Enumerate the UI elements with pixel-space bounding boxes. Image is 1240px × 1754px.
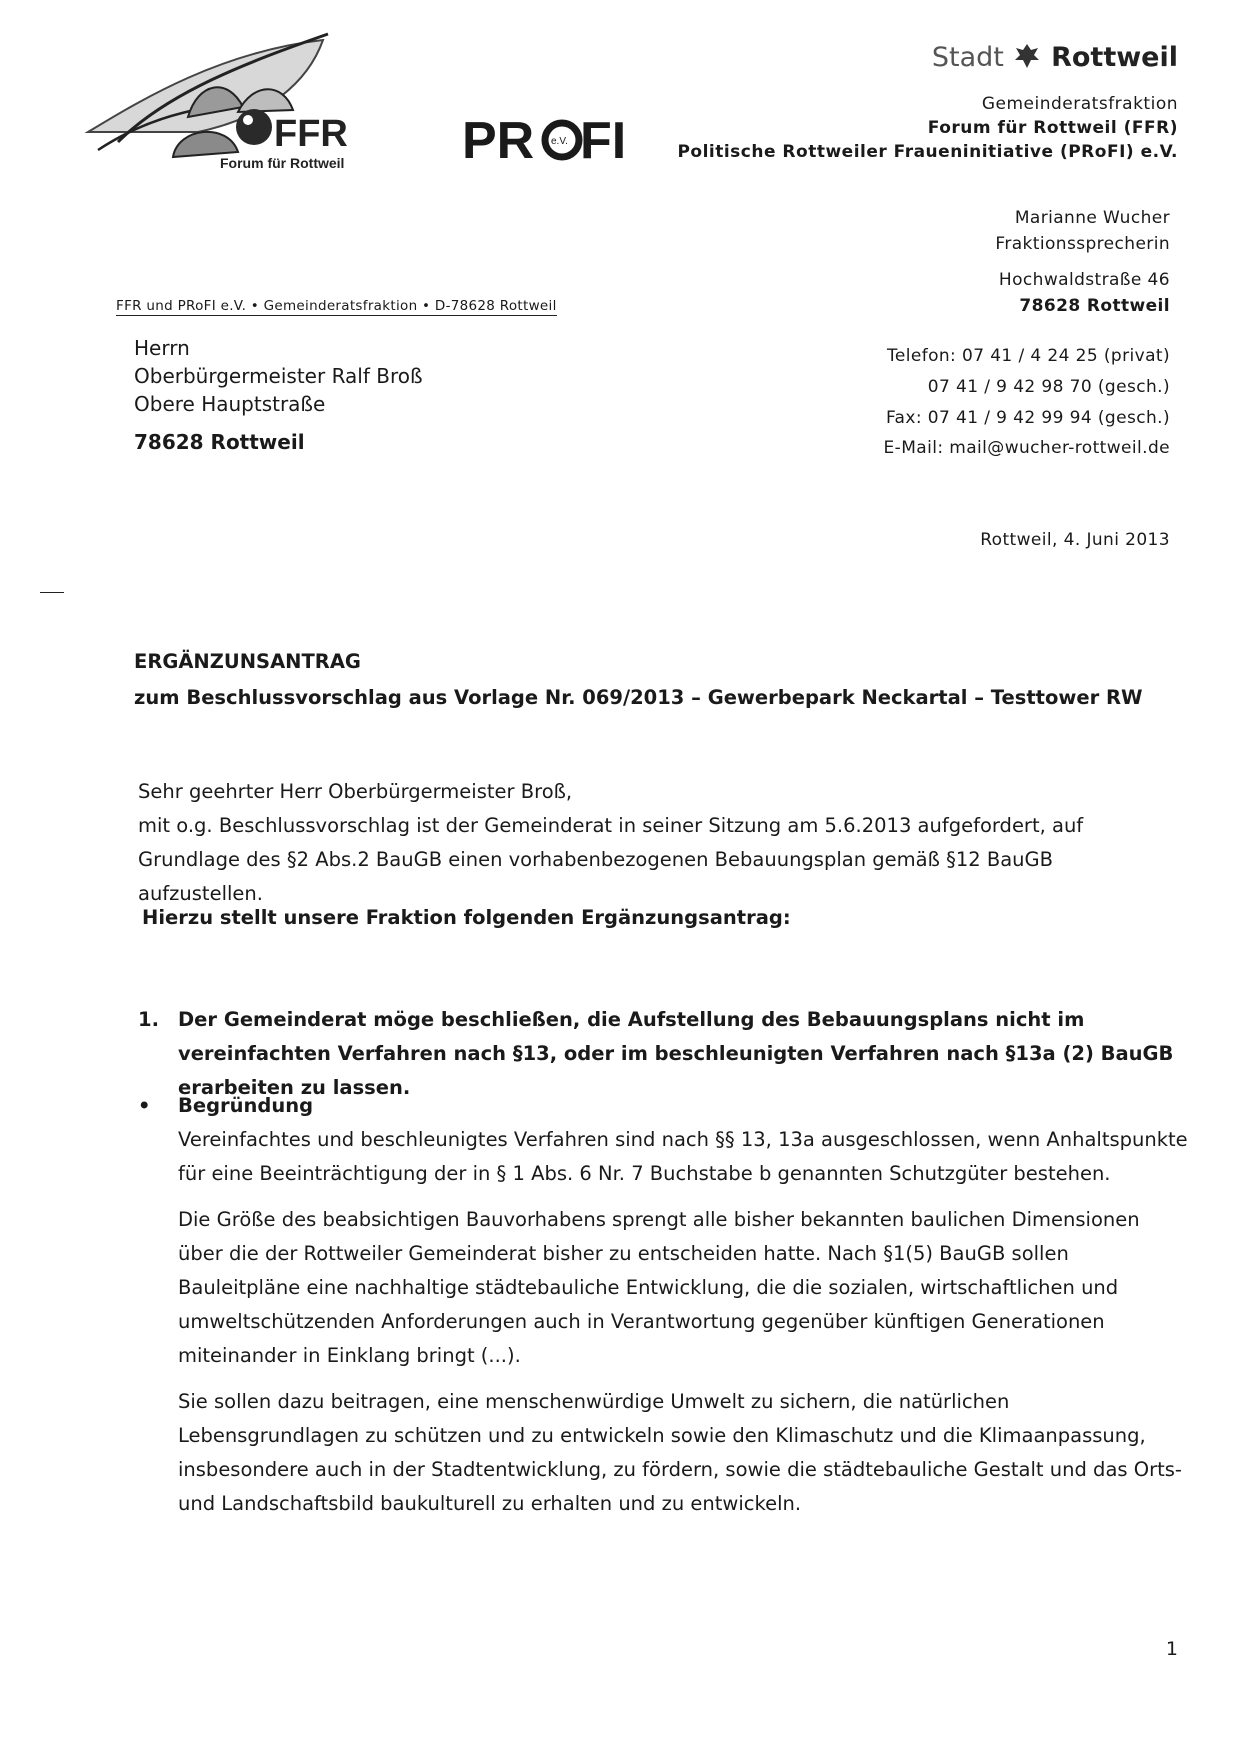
page-number: 1 — [1165, 1638, 1178, 1660]
reasoning-heading: Begründung — [178, 1094, 314, 1117]
city-prefix: Stadt — [931, 42, 1004, 73]
contact-role: Fraktionssprecherin — [995, 234, 1170, 254]
contact-phone-business: 07 41 / 9 42 98 70 (gesch.) — [927, 377, 1170, 397]
bullet-icon: • — [138, 1094, 151, 1117]
contact-fax: Fax: 07 41 / 9 42 99 94 (gesch.) — [885, 408, 1170, 428]
recipient-address — [134, 334, 423, 456]
city-name: Rottweil — [1051, 42, 1178, 73]
profi-logo-ev: e.V. — [551, 136, 568, 147]
profi-logo-right: FI — [580, 112, 627, 170]
ffr-logo — [78, 22, 398, 172]
profi-logo — [462, 100, 642, 170]
organization-block — [677, 92, 1178, 164]
reasoning-paragraph-1: Vereinfachtes und beschleunigtes Verfahren sind nach §§ 13, 13a ausgeschlossen, wenn Anhaltspunkte für eine Beeinträchtigung der in § 1 Abs. 6 Nr. 7 Buchstabe b genannten Schutzgüter bestehen. — [178, 1128, 1188, 1185]
contact-phone-private: Telefon: 07 41 / 4 24 25 (privat) — [886, 346, 1170, 366]
title-line-1: ERGÄNZUNSANTRAG — [134, 650, 361, 673]
intro-paragraph: mit o.g. Beschlussvorschlag ist der Gemeinderat in seiner Sitzung am 5.6.2013 aufgefordert, auf Grundlage des §2 Abs.2 BauGB einen vorhabenbezogenen Bebauungsplan gemäß §12 BauGB aufzustellen. — [138, 814, 1084, 905]
recipient-city: 78628 Rottweil — [134, 430, 305, 454]
motion-item-number: 1. — [138, 1008, 159, 1031]
city-logo — [932, 42, 1178, 73]
ffr-logo-sub: Forum für Rottweil — [220, 155, 345, 171]
recipient-street: Obere Hauptstraße — [134, 392, 326, 416]
greeting: Sehr geehrter Herr Oberbürgermeister Broß, — [138, 780, 573, 803]
motion-item-text: Der Gemeinderat möge beschließen, die Aufstellung des Bebauungsplans nicht im vereinfachten Verfahren nach §13, oder im beschleunigten Verfahren nach §13a (2) BauGB erarbeiten zu lassen. — [178, 1008, 1174, 1099]
letter-intro — [138, 775, 1178, 911]
contact-street: Hochwaldstraße 46 — [998, 270, 1170, 290]
recipient-salutation: Herrn — [134, 336, 190, 360]
recipient-name: Oberbürgermeister Ralf Broß — [134, 364, 423, 388]
ffr-logo-main: FFR — [274, 113, 348, 155]
letter-date: Rottweil, 4. Juni 2013 — [980, 530, 1170, 550]
contact-name: Marianne Wucher — [1014, 208, 1170, 228]
org-line-1: Gemeinderatsfraktion — [981, 94, 1178, 114]
eagle-crest-icon — [1014, 42, 1040, 70]
contact-city: 78628 Rottweil — [1019, 296, 1170, 316]
reasoning-section — [138, 1089, 1188, 1533]
org-line-2: Forum für Rottweil (FFR) — [927, 118, 1178, 138]
org-line-3: Politische Rottweiler Fraueninitiative (PRoFI) e.V. — [677, 142, 1178, 162]
fold-mark — [40, 592, 64, 593]
contact-email: E-Mail: mail@wucher-rottweil.de — [883, 438, 1170, 458]
sender-line: FFR und PRoFI e.V. • Gemeinderatsfraktion • D-78628 Rottweil — [116, 298, 557, 314]
profi-logo-left: PR — [462, 112, 535, 170]
reasoning-paragraph-2: Die Größe des beabsichtigen Bauvorhabens sprengt alle bisher bekannten baulichen Dimensionen über die der Rottweiler Gemeinderat bisher zu entscheiden hatte. Nach §1(5) BauGB sollen Bauleitpläne eine nachhaltige städtebauliche Entwicklung, die die sozialen, wirtschaftlichen und umweltschützenden Anforderungen auch in Verantwortung gegenüber künftigen Generationen miteinander in Einklang bringt (...). — [178, 1208, 1140, 1367]
letter-title — [134, 644, 1143, 716]
request-label: Hierzu stellt unsere Fraktion folgenden Ergänzungsantrag: — [142, 906, 791, 929]
reasoning-paragraph-3: Sie sollen dazu beitragen, eine menschenwürdige Umwelt zu sichern, die natürlichen Lebensgrundlagen zu schützen und zu entwickeln sowie den Klimaschutz und die Klimaanpassung, insbesondere auch in der Stadtentwicklung, zu fördern, sowie die städtebauliche Gestalt und das Orts- und Landschaftsbild baukulturell zu erhalten und zu entwickeln. — [178, 1390, 1182, 1515]
title-line-2: zum Beschlussvorschlag aus Vorlage Nr. 069/2013 – Gewerbepark Neckartal – Testtower RW — [134, 686, 1143, 709]
